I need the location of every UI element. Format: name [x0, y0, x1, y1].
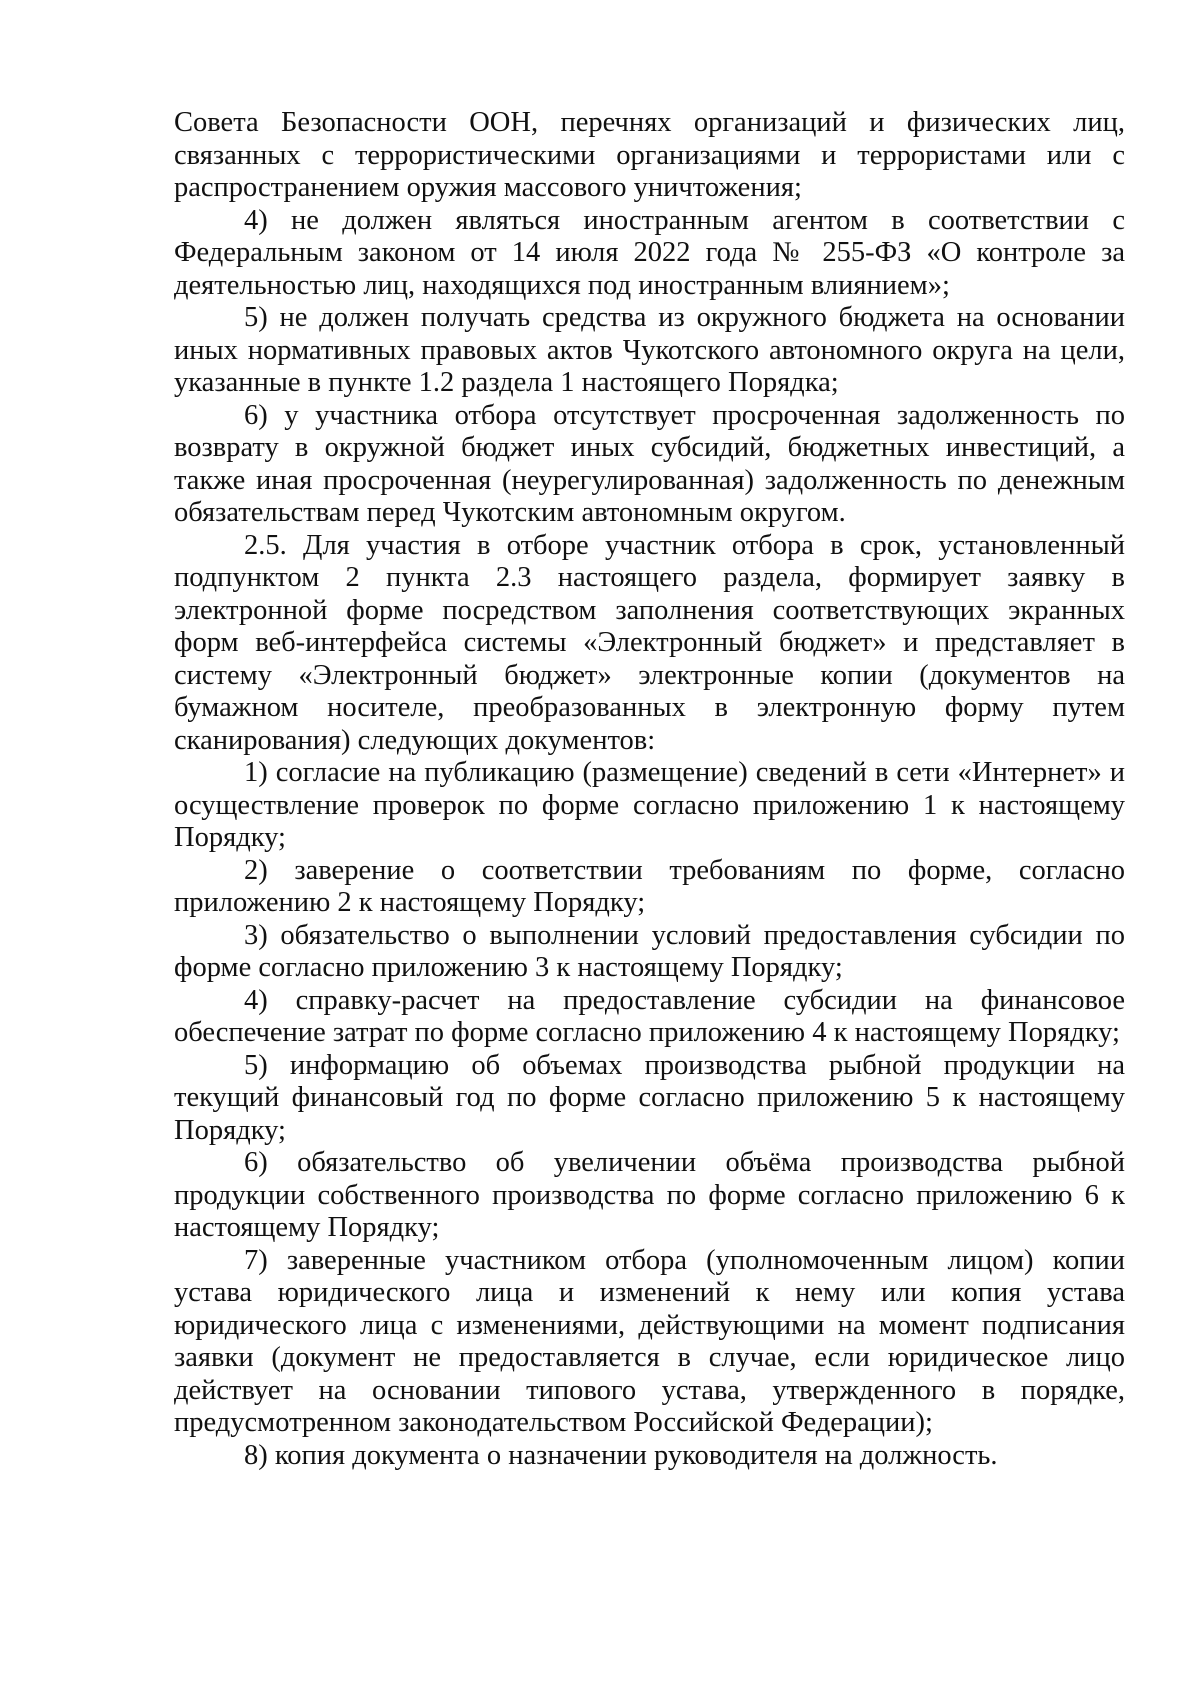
document-page — [174, 107, 1125, 1472]
paragraph-section-2-5: 2.5. Для участия в отборе участник отбора в срок, установленный подпунктом 2 пункта 2.3 настоящего раздела, формирует заявку в электронной форме посредством заполнения соответствующих экранных форм веб-интерфейса системы «Электронный бюджет» и представляет в систему «Электронный бюджет» электронные копии (документов на бумажном носителе, преобразованных в электронную форму путем сканирования) следующих документов: — [174, 529, 1125, 756]
paragraph-doc-2-assurance: 2) заверение о соответствии требованиям по форме, согласно приложению 2 к настоящему Порядку; — [174, 854, 1125, 918]
paragraph-doc-8-appointment: 8) копия документа о назначении руководителя на должность. — [244, 1439, 998, 1471]
paragraph-doc-5-production-info: 5) информацию об объемах производства рыбной продукции на текущий финансовый год по форме согласно приложению 5 к настоящему Порядку; — [174, 1049, 1125, 1146]
paragraph-doc-4-calculation: 4) справку-расчет на предоставление субсидии на финансовое обеспечение затрат по форме согласно приложению 4 к настоящему Порядку; — [174, 984, 1125, 1048]
paragraph-item-4-foreign-agent: 4) не должен являться иностранным агентом в соответствии с Федеральным законом от 14 июля 2022 года № 255-ФЗ «О контроле за деятельностью лиц, находящихся под иностранным влиянием»; — [174, 204, 1125, 301]
paragraph-doc-1-consent: 1) согласие на публикацию (размещение) сведений в сети «Интернет» и осуществление проверок по форме согласно приложению 1 к настоящему Порядку; — [174, 757, 1125, 853]
paragraph-doc-7-charter: 7) заверенные участником отбора (уполномоченным лицом) копии устава юридического лица и изменений к нему или копия устава юридического лица с изменениями, действующими на момент подписания заявки (документ не предоставляется в случае, если юридическое лицо действует на основании типового устава, утвержденного в порядке, предусмотренном законодательством Российской Федерации); — [174, 1244, 1125, 1438]
paragraph-doc-6-production-increase: 6) обязательство об увеличении объёма производства рыбной продукции собственного производства по форме согласно приложению 6 к настоящему Порядку; — [174, 1147, 1125, 1243]
paragraph-item-6-debt: 6) у участника отбора отсутствует просроченная задолженность по возврату в окружной бюджет иных субсидий, бюджетных инвестиций, а также иная просроченная (неурегулированная) задолженность по денежным обязательствам перед Чукотским автономным округом. — [174, 399, 1125, 528]
paragraph-item-5-budget-funds: 5) не должен получать средства из окружного бюджета на основании иных нормативных правовых актов Чукотского автономного округа на цели, указанные в пункте 1.2 раздела 1 настоящего Порядка; — [174, 302, 1125, 398]
paragraph-doc-3-obligation: 3) обязательство о выполнении условий предоставления субсидии по форме согласно приложению 3 к настоящему Порядку; — [174, 919, 1125, 983]
paragraph-continuation: Совета Безопасности ООН, перечнях организаций и физических лиц, связанных с террористическими организациями и террористами или с распространением оружия массового уничтожения; — [174, 107, 1125, 203]
